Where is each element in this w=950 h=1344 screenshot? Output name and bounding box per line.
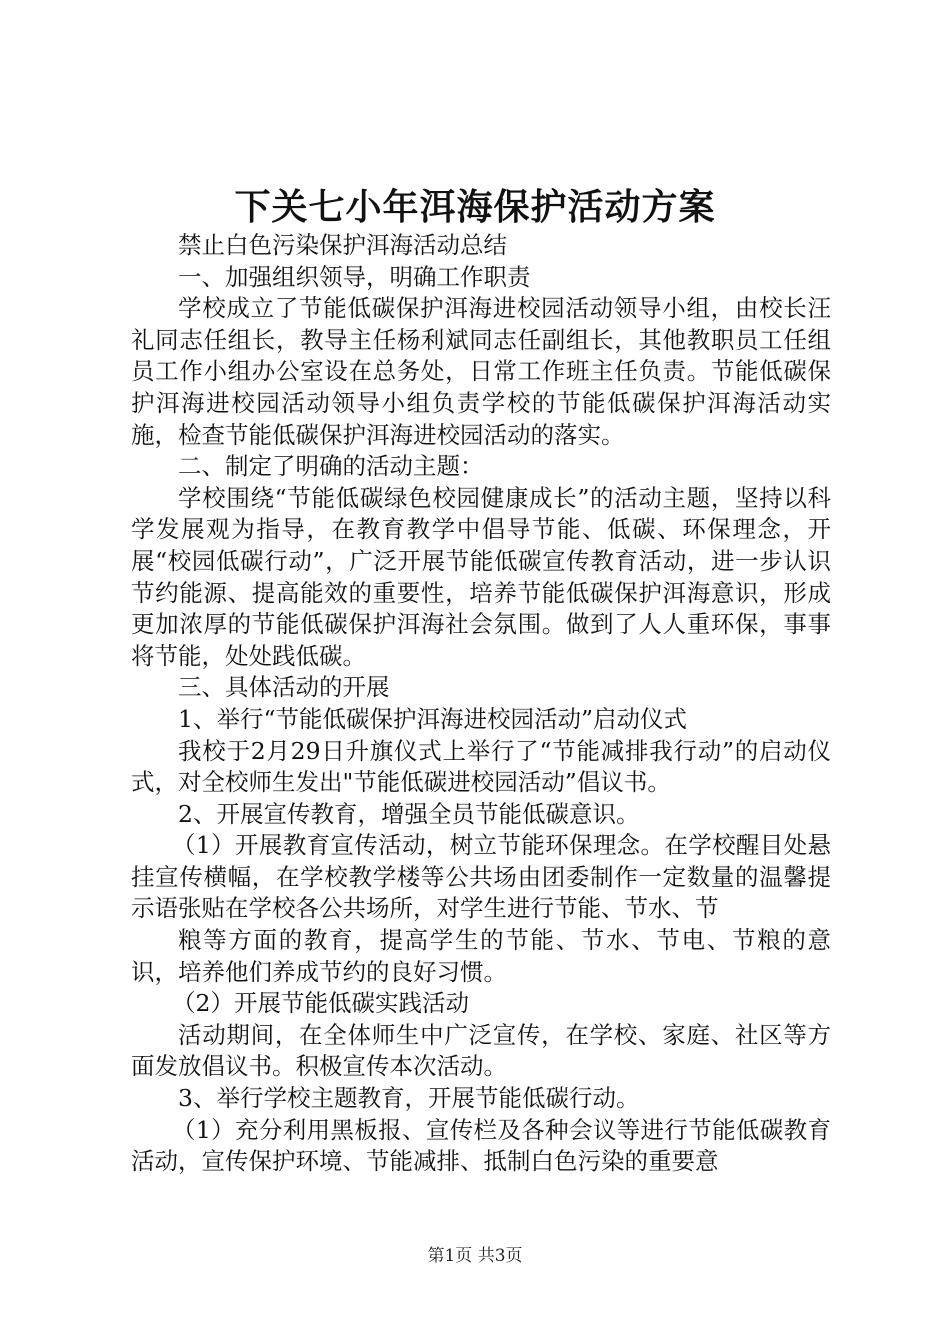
paragraph-item-3-heading: 3、举行学校主题教育，开展节能低碳行动。 <box>178 1084 640 1113</box>
paragraph-summary-title: 禁止白色污染保护洱海活动总结 <box>178 231 507 259</box>
paragraph-item-1-heading: 1、举行“节能低碳保护洱海进校园活动”启动仪式 <box>178 704 687 733</box>
paragraph-section-3-heading: 三、具体活动的开展 <box>178 673 390 702</box>
paragraph-item-2-heading: 2、开展宣传教育，增强全员节能低碳意识。 <box>178 799 640 828</box>
paragraph-item-2-1-continued: 粮等方面的教育，提高学生的节能、节水、节电、节粮的意识，培养他们养成节约的良好习惯。 <box>131 926 831 986</box>
document-body <box>131 230 831 1178</box>
paragraph-item-2-1: （1）开展教育宣传活动，树立节能环保理念。在学校醒目处悬挂宣传横幅，在学校教学楼等公共场由团委制作一定数量的温馨提示语张贴在学校各公共场所，对学生进行节能、节水、节 <box>131 831 831 923</box>
paragraph-section-1-heading: 一、加强组织领导，明确工作职责 <box>178 262 531 291</box>
paragraph-item-1-body: 我校于2月29日升旗仪式上举行了“节能减排我行动”的启动仪式，对全校师生发出"节能低碳进校园活动”倡议书。 <box>131 736 831 797</box>
paragraph-section-2-body: 学校围绕“节能低碳绿色校园健康成长”的活动主题，坚持以科学发展观为指导，在教育教学中倡导节能、低碳、环保理念，开展“校园低碳行动”，广泛开展节能低碳宣传教育活动，进一步认识节约能源、提高能效的重要性，培养节能低碳保护洱海意识，形成更加浓厚的节能低碳保护洱海社会氛围。做到了人人重环保，事事将节能，处处践低碳。 <box>131 483 831 670</box>
page-number-footer: 第1页 共3页 <box>427 1246 523 1266</box>
paragraph-item-2-2-heading: （2）开展节能低碳实践活动 <box>172 989 469 1018</box>
document-title: 下关七小年洱海保护活动方案 <box>234 186 716 228</box>
paragraph-item-3-1: （1）充分利用黑板报、宣传栏及各种会议等进行节能低碳教育活动，宣传保护环境、节能减排、抵制白色污染的重要意 <box>131 1115 831 1176</box>
paragraph-section-2-heading: 二、制定了明确的活动主题： <box>178 452 484 481</box>
paragraph-item-2-2-body: 活动期间，在全体师生中广泛宣传，在学校、家庭、社区等方面发放倡议书。积极宣传本次活动。 <box>131 1020 831 1081</box>
paragraph-section-1-body: 学校成立了节能低碳保护洱海进校园活动领导小组，由校长汪礼同志任组长，教导主任杨利斌同志任副组长，其他教职员工任组员工作小组办公室设在总务处，日常工作班主任负责。节能低碳保护洱海进校园活动领导小组负责学校的节能低碳保护洱海活动实施，检查节能低碳保护洱海进校园活动的落实。 <box>131 294 831 449</box>
